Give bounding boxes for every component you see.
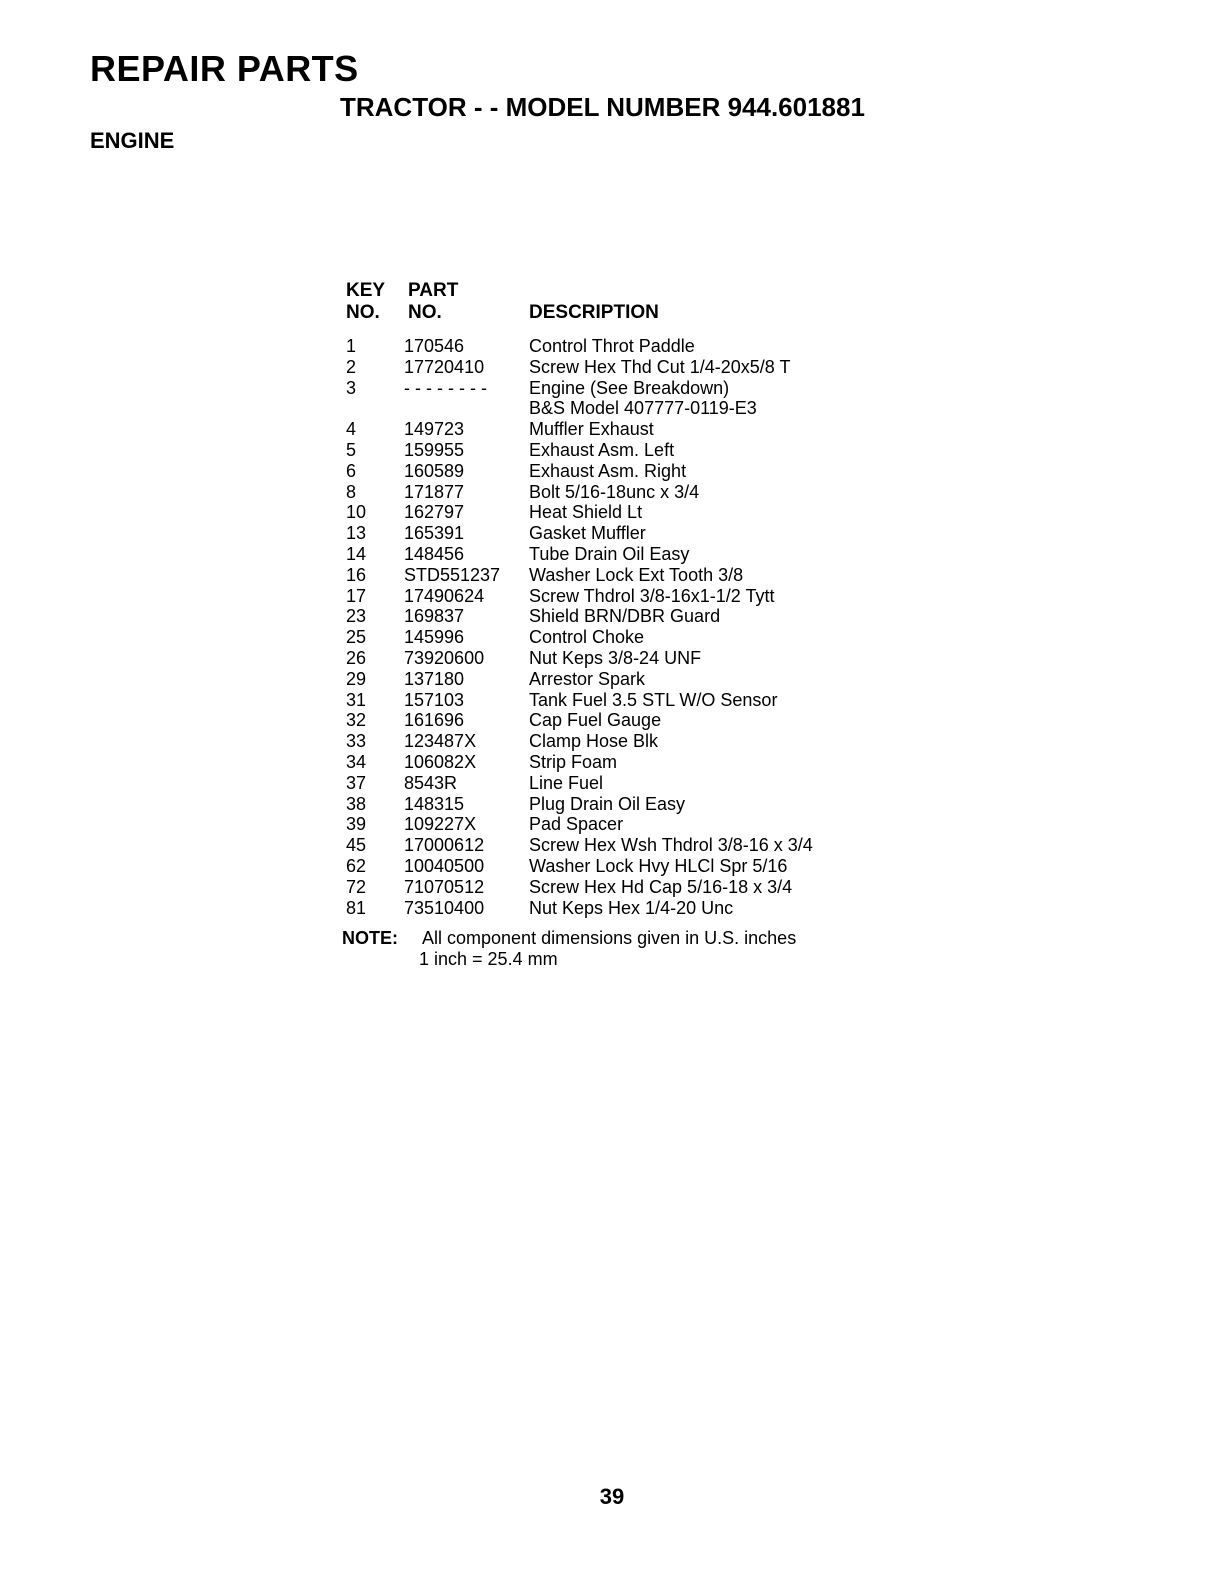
description-cell: Gasket Muffler xyxy=(529,523,646,544)
description-cell: Control Throt Paddle xyxy=(529,336,695,356)
key-cell: 33 xyxy=(346,731,367,752)
part-number-cell: 160589 xyxy=(404,460,465,481)
key-cell: 38 xyxy=(346,793,367,814)
key-cell: 72 xyxy=(346,876,367,897)
key-column-header-line1: KEY xyxy=(346,280,386,301)
description-cell: Shield BRN/DBR Guard xyxy=(529,606,721,627)
key-cell: 29 xyxy=(346,668,367,689)
part-number-cell: 148456 xyxy=(404,543,465,564)
key-cell: 25 xyxy=(346,627,367,648)
page-title: REPAIR PARTS xyxy=(90,48,359,89)
description-cell: Screw Hex Wsh Thdrol 3/8-16 x 3/4 xyxy=(529,835,813,856)
key-cell: 31 xyxy=(346,689,367,710)
part-number-cell: 148315 xyxy=(404,793,465,814)
description-cell: Screw Hex Hd Cap 5/16-18 x 3/4 xyxy=(529,876,793,897)
description-cell: Bolt 5/16-18unc x 3/4 xyxy=(529,481,700,502)
part-number-cell: 73510400 xyxy=(404,897,485,918)
part-number-cell: 17000612 xyxy=(404,835,485,856)
part-number-cell: 73920600 xyxy=(404,647,485,668)
key-cell: 3 xyxy=(346,377,357,398)
description-cell: Arrestor Spark xyxy=(529,668,646,689)
part-column-header-line2: NO. xyxy=(408,302,442,323)
part-number-cell: 106082X xyxy=(404,751,477,772)
page-number: 39 xyxy=(599,1484,625,1509)
part-number-cell: 17720410 xyxy=(404,356,485,377)
description-cell: Heat Shield Lt xyxy=(529,502,643,523)
part-number-cell: 10040500 xyxy=(404,855,485,876)
part-number-cell: 170546 xyxy=(404,336,465,356)
key-cell: 13 xyxy=(346,523,367,544)
key-cell: 32 xyxy=(346,710,367,731)
key-cell: 17 xyxy=(346,585,367,606)
description-cell: Strip Foam xyxy=(529,751,618,772)
description-cell: Screw Thdrol 3/8-16x1-1/2 Tytt xyxy=(529,585,775,606)
part-number-cell: 159955 xyxy=(404,439,465,460)
part-number-cell: 17490624 xyxy=(404,585,485,606)
part-number-cell: 161696 xyxy=(404,710,465,731)
part-column-header-line1: PART xyxy=(408,280,459,301)
description-cell: Washer Lock Ext Tooth 3/8 xyxy=(529,564,744,585)
key-cell: 1 xyxy=(346,336,357,356)
section-heading: ENGINE xyxy=(90,128,175,153)
description-cell: Tube Drain Oil Easy xyxy=(529,543,690,564)
key-cell: 5 xyxy=(346,439,357,460)
key-cell: 26 xyxy=(346,647,367,668)
key-cell: 37 xyxy=(346,772,367,793)
key-cell: 10 xyxy=(346,502,367,523)
part-number-cell: 171877 xyxy=(404,481,465,502)
model-subtitle: TRACTOR - - MODEL NUMBER 944.601881 xyxy=(340,92,865,122)
key-cell: 2 xyxy=(346,356,357,377)
description-cell: Clamp Hose Blk xyxy=(529,731,659,752)
key-cell: 8 xyxy=(346,481,357,502)
part-number-cell: - - - - - - - - xyxy=(404,377,487,398)
key-cell: 62 xyxy=(346,855,367,876)
description-cell: Engine (See Breakdown) xyxy=(529,377,730,398)
description-column-header: DESCRIPTION xyxy=(529,302,659,323)
key-cell: 45 xyxy=(346,835,367,856)
description-cell: Exhaust Asm. Left xyxy=(529,439,675,460)
part-number-cell: 162797 xyxy=(404,502,465,523)
key-cell: 6 xyxy=(346,460,357,481)
key-cell: 16 xyxy=(346,564,367,585)
description-cell: Tank Fuel 3.5 STL W/O Sensor xyxy=(529,689,778,710)
key-cell: 34 xyxy=(346,751,367,772)
description-cell: Exhaust Asm. Right xyxy=(529,460,687,481)
part-number-cell: 149723 xyxy=(404,419,465,440)
description-cell: Pad Spacer xyxy=(529,814,624,835)
key-cell: 14 xyxy=(346,543,367,564)
description-cell: Washer Lock Hvy HLCl Spr 5/16 xyxy=(529,855,788,876)
key-cell: 23 xyxy=(346,606,367,627)
key-cell: 81 xyxy=(346,897,367,918)
part-number-cell: 145996 xyxy=(404,627,465,648)
part-number-cell: 169837 xyxy=(404,606,465,627)
description-cell: Line Fuel xyxy=(529,772,604,793)
part-number-cell: 109227X xyxy=(404,814,477,835)
key-cell: 39 xyxy=(346,814,367,835)
part-number-cell: STD551237 xyxy=(404,564,501,585)
part-number-cell: 123487X xyxy=(404,731,477,752)
part-number-cell: 8543R xyxy=(404,772,458,793)
key-cell: 4 xyxy=(346,419,357,440)
description-cell: Cap Fuel Gauge xyxy=(529,710,662,731)
description-cell: Nut Keps 3/8-24 UNF xyxy=(529,647,702,668)
note-label: NOTE: xyxy=(342,928,398,948)
description-cell: B&S Model 407777-0119-E3 xyxy=(529,398,757,419)
note-text-line2: 1 inch = 25.4 mm xyxy=(419,949,558,969)
description-cell: Nut Keps Hex 1/4-20 Unc xyxy=(529,897,734,918)
part-number-cell: 157103 xyxy=(404,689,465,710)
description-cell: Control Choke xyxy=(529,627,645,648)
key-column-header-line2: NO. xyxy=(346,302,380,323)
description-cell: Screw Hex Thd Cut 1/4-20x5/8 T xyxy=(529,356,791,377)
description-cell: Plug Drain Oil Easy xyxy=(529,793,686,814)
part-number-cell: 165391 xyxy=(404,523,465,544)
note-text-line1: All component dimensions given in U.S. inches xyxy=(422,928,797,948)
part-number-cell: 71070512 xyxy=(404,876,485,897)
description-cell: Muffler Exhaust xyxy=(529,419,654,440)
part-number-cell: 137180 xyxy=(404,668,465,689)
